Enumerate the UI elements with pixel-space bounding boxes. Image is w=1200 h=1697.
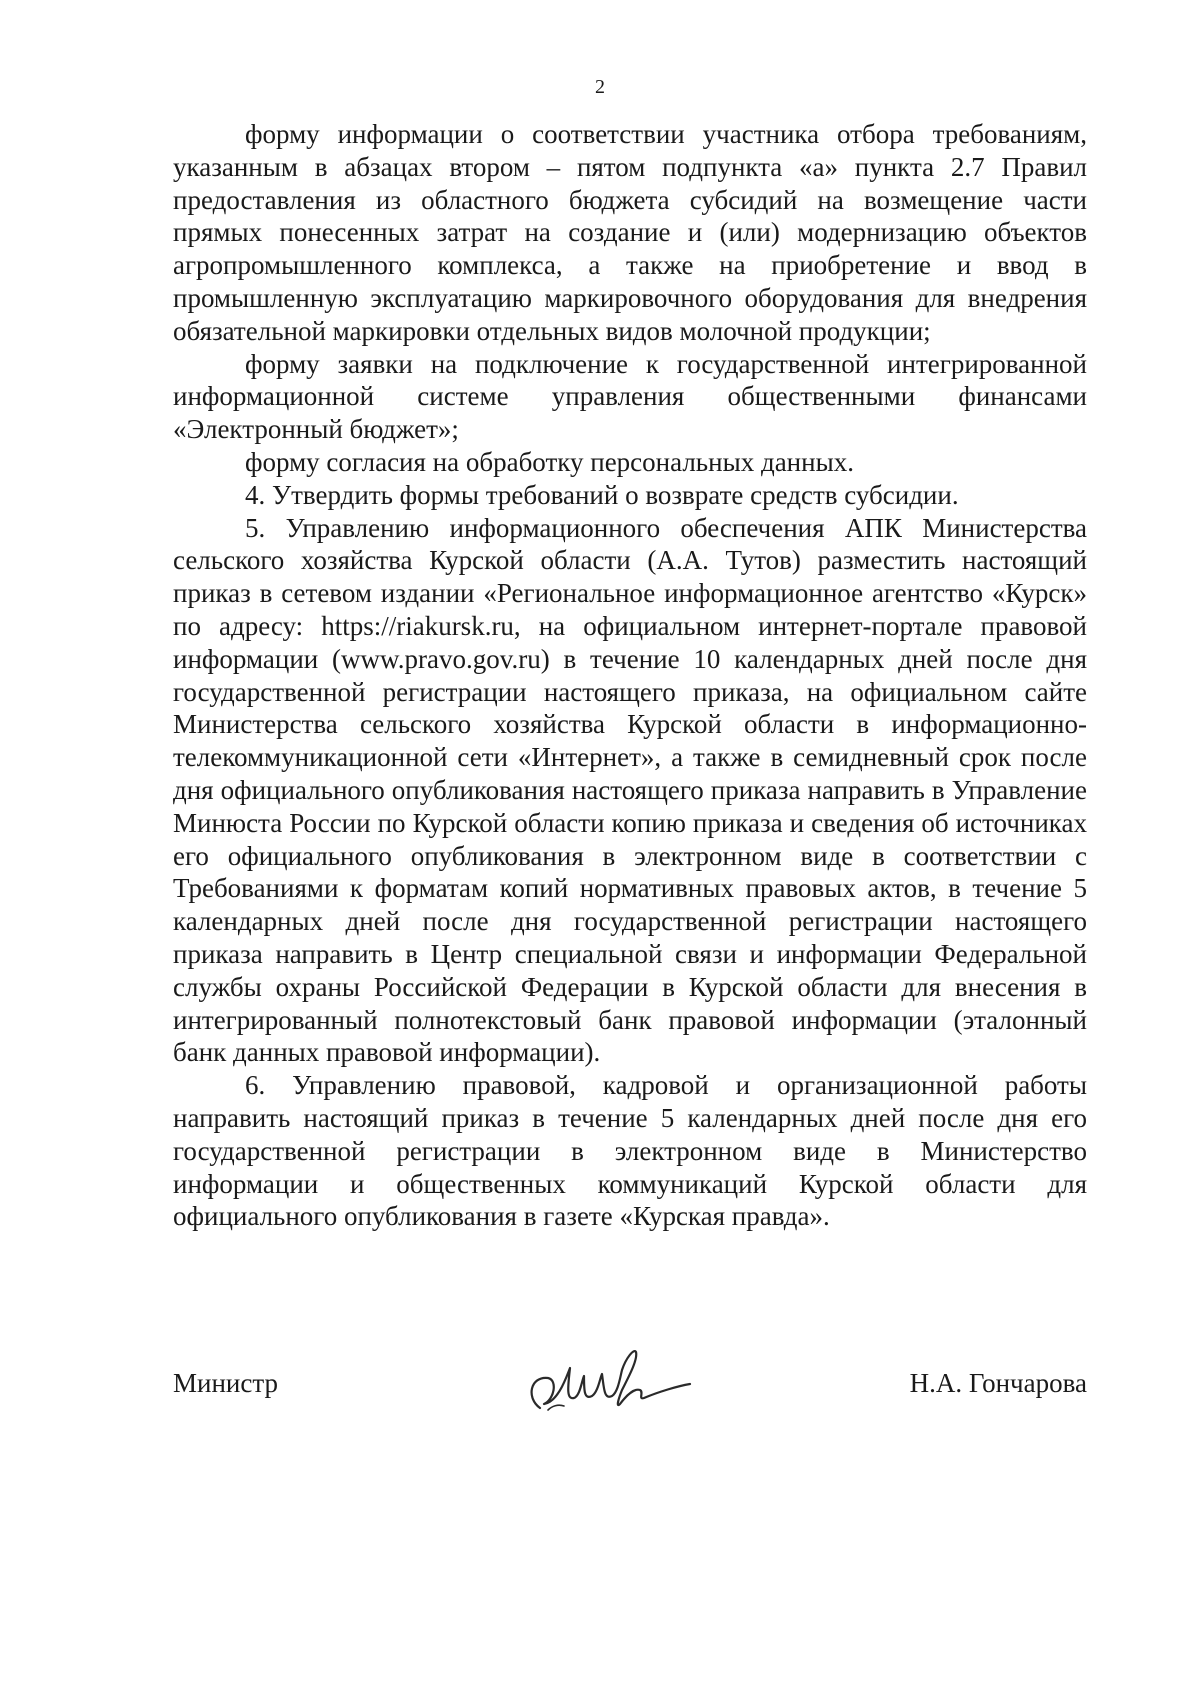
signatory-position: Министр xyxy=(173,1368,278,1398)
paragraph-item-5: 5. Управлению информационного обеспечения АПК Министерства сельского хозяйства Курской области (А.А. Тутов) разместить настоящий приказ в сетевом издании «Региональное информационное агентство «Курск» по адресу: https://riakursk.ru, на официальном интернет-портале правовой информации (www.pravo.gov.ru) в течение 10 календарных дней после дня государственной регистрации настоящего приказа, на официальном сайте Министерства сельского хозяйства Курской области в информационно-телекоммуникационной сети «Интернет», а также в семидневный срок после дня официального опубликования настоящего приказа направить в Управление Минюста России по Курской области копию приказа и сведения об источниках его официального опубликования в электронном виде в соответствии с Требованиями к форматам копий нормативных правовых актов, в течение 5 календарных дней после дня государственной регистрации настоящего приказа направить в Центр специальной связи и информации Федеральной службы охраны Российской Федерации в Курской области для внесения в интегрированный полнотекстовый банк правовой информации (эталонный банк данных правовой информации). xyxy=(173,512,1087,1068)
paragraph-info-form: форму информации о соответствии участника отбора требованиям, указанным в абзацах втором – пятом подпункта «а» пункта 2.7 Правил предоставления из областного бюджета субсидий на возмещение части прямых понесенных затрат на создание и (или) модернизацию объектов агропромышленного комплекса, а также на приобретение и ввод в промышленную эксплуатацию маркировочного оборудования для внедрения обязательной маркировки отдельных видов молочной продукции; xyxy=(173,119,1087,346)
paragraph-item-4: 4. Утвердить формы требований о возврате средств субсидии. xyxy=(245,479,959,510)
document-body xyxy=(173,118,1087,1233)
paragraph-item-6: 6. Управлению правовой, кадровой и организационной работы направить настоящий приказ в течение 5 календарных дней после дня его государственной регистрации в электронном виде в Министерство информации и общественных коммуникаций Курской области для официального опубликования в газете «Курская правда». xyxy=(173,1070,1087,1232)
paragraph-application-form: форму заявки на подключение к государственной интегрированной информационной системе управления общественными финансами «Электронный бюджет»; xyxy=(173,348,1087,445)
page-number: 2 xyxy=(595,76,605,98)
signatory-name: Н.А. Гончарова xyxy=(909,1368,1087,1398)
signature-block xyxy=(173,1358,1087,1438)
handwritten-signature xyxy=(518,1338,703,1428)
paragraph-consent-form: форму согласия на обработку персональных данных. xyxy=(245,446,854,477)
